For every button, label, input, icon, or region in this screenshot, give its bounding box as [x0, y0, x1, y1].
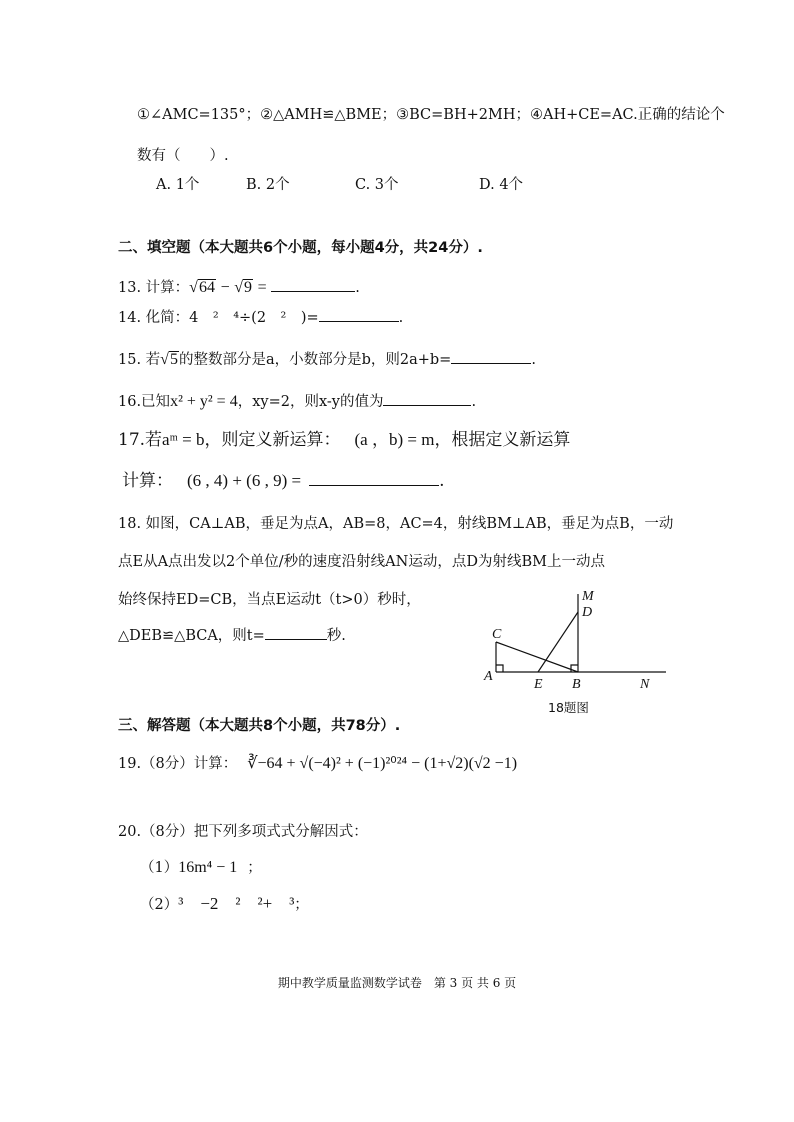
q18-figure: [478, 588, 678, 720]
label-c: C: [492, 627, 502, 642]
q17-line1: [118, 430, 570, 450]
segment-ed: [538, 612, 578, 672]
q20-part2-label: （2）: [140, 897, 179, 913]
q12-option-d: D. 4个: [479, 177, 524, 193]
q20-part1-expression: 16m⁴ − 1: [178, 859, 238, 876]
q16-mid: ，xy=2，则x-y的值为: [237, 394, 384, 410]
q14-text: 14. 化简：4 ² ⁴÷(2 ² )=: [118, 310, 319, 326]
page-footer: 期中教学质量监测数学试卷 第 3 页 共 6 页: [277, 976, 517, 990]
q15-suffix: 的整数部分是a，小数部分是b，则2a+b=: [178, 352, 452, 368]
q18-line4: [118, 624, 346, 646]
q18-line4-prefix: △DEB≌△BCA，则t=: [118, 628, 265, 644]
q13-radicand-2: 9: [243, 279, 252, 296]
q12-options: [156, 175, 523, 195]
q20-intro: 20.（8分）把下列多项式式分解因式：: [118, 824, 368, 840]
section2-heading: 二、填空题（本大题共6个小题，每小题4分，共24分）.: [118, 240, 483, 256]
q20-part1: [140, 858, 262, 878]
q13-minus: −: [220, 279, 230, 296]
q12-option-a: A. 1个: [156, 177, 200, 193]
q16-end: .: [471, 394, 477, 410]
q18-line2: 点E从A点出发以2个单位/秒的速度沿射线AN运动，点D为射线BM上一动点: [118, 554, 605, 570]
q17-line2: [122, 470, 444, 491]
q15-radicand: 5: [169, 351, 178, 368]
q13-end: .: [355, 280, 360, 296]
q14-answer-blank[interactable]: [319, 306, 399, 322]
q13-equals: =: [257, 279, 267, 296]
q20-part2-end: ；: [294, 897, 309, 913]
q20-part1-end: ；: [247, 860, 262, 876]
q15-end: .: [531, 352, 536, 368]
label-e: E: [534, 677, 543, 692]
q12-statements: ①∠AMC=135°；②△AMH≌△BME；③BC=BH+2MH；④AH+CE=AC.正确的结论个: [137, 107, 725, 123]
q16: [118, 390, 476, 412]
q18-line3: 始终保持ED=CB，当点E运动t（t>0）秒时，: [118, 592, 421, 608]
q13: 13. 计算：√64 − √9 = .: [118, 276, 360, 298]
segment-cb: [496, 642, 578, 672]
section3-heading: 三、解答题（本大题共8个小题，共78分）.: [118, 718, 401, 734]
q17-operation-def: (a ，b) = m: [354, 430, 435, 449]
q16-answer-blank[interactable]: [383, 390, 471, 406]
q17-line2-prefix: 计算：: [122, 471, 173, 491]
q19-expression: ∛−64 + √(−4)² + (−1)²⁰²⁴ − (1+√2)(√2 −1): [247, 755, 518, 772]
q16-prefix: 16.已知: [118, 394, 171, 410]
q13-prefix: 13. 计算：: [118, 280, 190, 296]
label-m: M: [582, 589, 594, 604]
q17-answer-blank[interactable]: [309, 470, 439, 486]
q12-option-c: C. 3个: [355, 177, 399, 193]
q17-line1-mid: ，则定义新运算：: [204, 430, 341, 450]
q14-end: .: [398, 310, 404, 326]
q17-end: .: [439, 471, 445, 491]
q15-answer-blank[interactable]: [451, 348, 531, 364]
label-b: B: [572, 677, 581, 692]
q15-prefix: 15. 若: [118, 352, 161, 368]
q15: 15. 若√5的整数部分是a，小数部分是b，则2a+b= .: [118, 348, 536, 370]
q12-count-line: 数有（ ）.: [137, 148, 229, 164]
q18-figure-caption: 18题图: [548, 700, 589, 715]
label-n: N: [640, 677, 650, 692]
q16-equation: x² + y² = 4: [170, 393, 238, 410]
q20-part2: [140, 894, 309, 915]
q18-answer-blank[interactable]: [265, 624, 327, 640]
q17-line1-end: ，根据定义新运算: [434, 430, 571, 450]
q12-option-b: B. 2个: [246, 177, 290, 193]
q14: [118, 306, 403, 328]
q13-radicand-1: 64: [198, 279, 215, 296]
q19-prefix: 19.（8分）计算：: [118, 756, 238, 772]
q17-power-def: aᵐ = b: [162, 430, 205, 449]
q17-line1-prefix: 17.若: [118, 430, 163, 450]
right-angle-a: [496, 665, 503, 672]
q20-part1-label: （1）: [140, 860, 179, 876]
q13-answer-blank[interactable]: [271, 276, 355, 292]
label-a: A: [484, 669, 493, 684]
q17-expression: (6 , 4) + (6 , 9) =: [187, 471, 302, 490]
label-d: D: [582, 605, 593, 620]
q20-part2-expression: ³ −2 ² ²+ ³: [178, 894, 295, 913]
q18-line4-end: 秒.: [326, 628, 346, 644]
q19: [118, 754, 517, 774]
q18-line1: 18. 如图，CA⊥AB，垂足为点A，AB=8，AC=4，射线BM⊥AB，垂足为点B，一动: [118, 516, 674, 532]
